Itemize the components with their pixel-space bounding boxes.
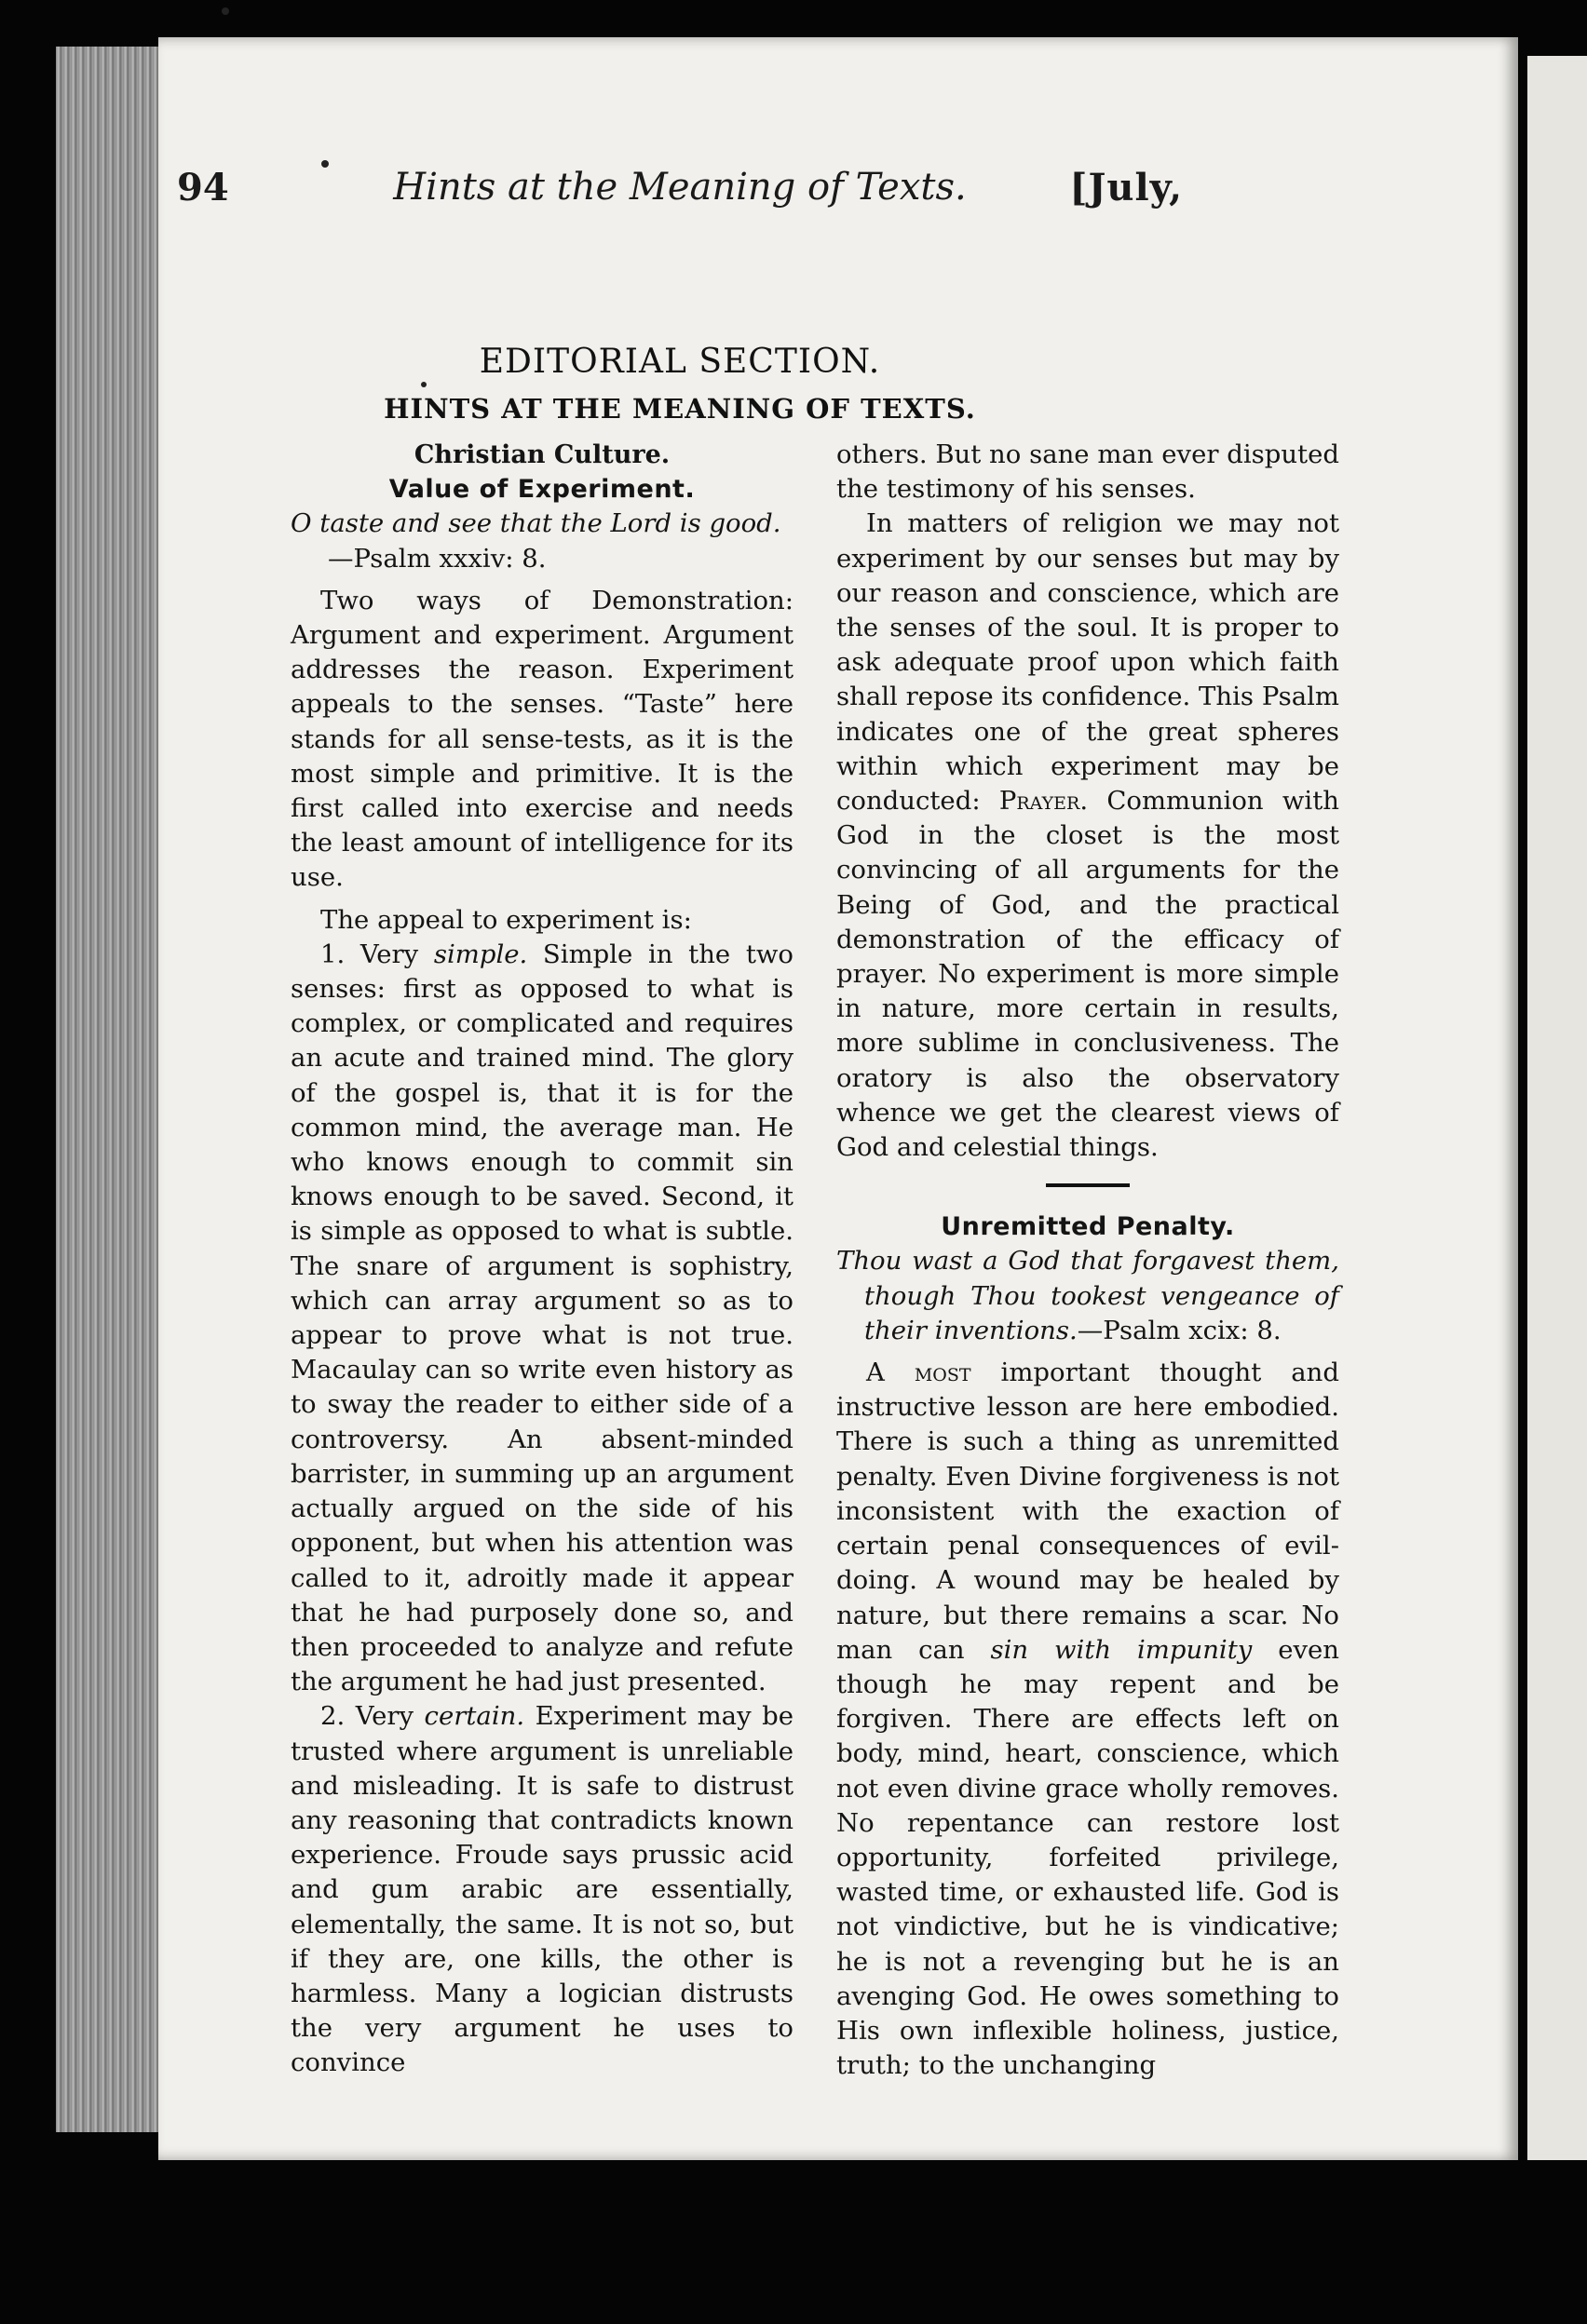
paragraph: Two ways of Demonstration: Argument and experiment. Argument addresses the reason. Experiment appeals to the senses. “Taste” here stands for all sense-tests, as it is the most simple and primitive. It is the first called into exercise and needs the least amount of intelligence for its use. — [291, 585, 794, 893]
paragraph-body: important thought and instructive lesson are here embodied. There is such a thing as unremitted penalty. Even Divine forgiveness is not inconsistent with the exaction of certain penal consequences of evil-doing. A wound may be healed by nature, but there remains a scar. No man can — [836, 1358, 1339, 1665]
section-divider — [1046, 1183, 1130, 1187]
paragraph — [291, 1699, 794, 2080]
paragraph-lead: 2. Very — [320, 1701, 425, 1732]
verse-reference: —Psalm xcix: 8. — [1077, 1315, 1282, 1345]
small-caps-text: Prayer. — [998, 786, 1089, 817]
emphasis: simple. — [433, 939, 528, 969]
emphasis: sin with impunity — [990, 1634, 1253, 1665]
paragraph-body: In matters of religion we may not experiment by our senses but may by our reason and conscience, which are the senses of the soul. It is proper to ask adequate proof upon which faith shall repose its confidence. This Psalm indicates one of the great spheres within which experiment may be conducted: — [836, 508, 1339, 817]
verse-reference: —Psalm xxxiv: 8. — [328, 543, 547, 574]
section-subtitle: HINTS AT THE MEANING OF TEXTS. — [384, 393, 976, 425]
paragraph: The appeal to experiment is: — [320, 904, 692, 935]
page-number: 94 — [177, 166, 229, 209]
running-head — [177, 166, 1183, 222]
article-title-value-of-experiment: Value of Experiment. — [388, 475, 696, 505]
verse-text: Thou wast a God that forgavest them, though Thou tookest vengeance of their inventions. — [836, 1246, 1339, 1345]
right-column — [836, 438, 1339, 2083]
running-month: [July, — [1069, 166, 1183, 209]
small-caps-text: A most — [866, 1358, 971, 1388]
paragraph — [836, 507, 1339, 1165]
paragraph-body: Simple in the two senses: first as opposed to what is complex, or complicated and requires an acute and trained mind. The glory of the gospel is, that it is for the common mind, the average man. He who knows enough to commit sin knows enough to be saved. Second, it is simple as opposed to what is subtle. The snare of argument is sophistry, which can array argument so as to appear to prove what is not true. Macaulay can so write even history as to sway the reader to either side of a controversy. An absent-minded barrister, in summing up an argument actually argued on the side of his opponent, but when his attention was called to it, adroitly made it appear that he had purposely done so, and then proceeded to analyze and refute the argument he had just presented. — [291, 939, 794, 1697]
scripture-verse — [291, 507, 794, 541]
paragraph — [836, 1356, 1339, 2083]
category-heading: Christian Culture. — [414, 440, 671, 469]
paragraph-body: even though he may repent and be forgiven. There are effects left on body, mind, heart, conscience, which not even divine grace wholly removes. No repentance can restore lost opportunity, forfeited privilege, wasted time, or exhausted life. God is not vindictive, but he is vindicative; he is not a revenging but he is an avenging God. He owes something to His own inflexible holiness, justice, truth; to the unchanging — [836, 1634, 1339, 2081]
emphasis: certain. — [424, 1701, 525, 1732]
paragraph-lead: 1. Very — [320, 939, 434, 969]
facing-page-edge — [1527, 56, 1587, 2160]
scan-speck — [421, 382, 427, 387]
book-page-edges — [56, 47, 168, 2132]
paragraph-body: Experiment may be trusted where argument is unreliable and misleading. It is safe to distrust any reasoning that contradicts known experience. Froude says prussic acid and gum arabic are essentially, elementally, the same. It is not so, but if they are, one kills, the other is harmless. Many a logician distrusts the very argument he uses to convince — [291, 1701, 794, 2078]
running-title: Hints at the Meaning of Texts. — [393, 166, 967, 209]
scripture-verse — [836, 1244, 1339, 1348]
scan-speck — [222, 7, 229, 15]
left-column — [291, 438, 794, 2081]
paragraph: others. But no sane man ever disputed the testimony of his senses. — [836, 439, 1339, 505]
paragraph — [291, 938, 794, 1699]
article-title-unremitted-penalty: Unremitted Penalty. — [941, 1212, 1235, 1242]
verse-text: O taste and see that the Lord is good. — [291, 508, 781, 539]
paragraph-body: Communion with God in the closet is the most convincing of all arguments for the Being of God, and the practical demonstration of the efficacy of prayer. No experiment is more simple in nature, more certain in results, more sublime in conclusiveness. The oratory is also the observatory whence we get the clearest views of God and celestial things. — [836, 786, 1339, 1163]
section-title: EDITORIAL SECTION. — [479, 343, 881, 381]
